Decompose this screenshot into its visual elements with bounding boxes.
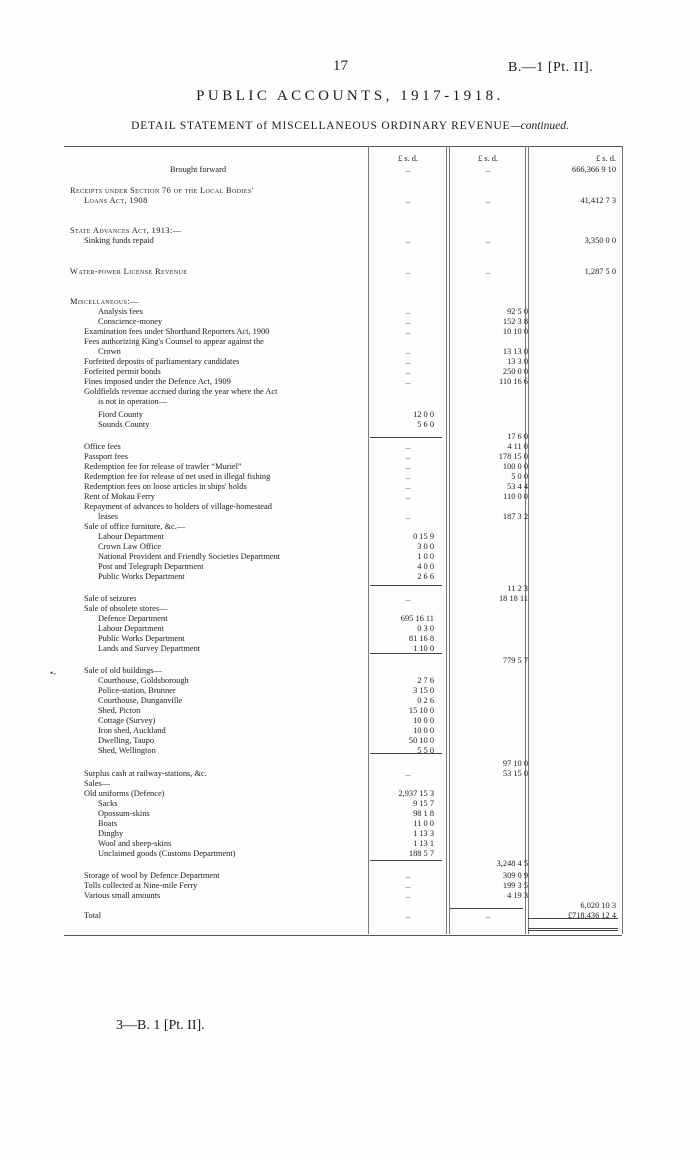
table-row <box>64 656 622 666</box>
table-row <box>64 666 622 676</box>
row-label: Sale of obsolete stores— <box>84 604 168 613</box>
amount-c3: 3,350 0 0 <box>584 236 616 245</box>
amount-c2: .. <box>485 196 491 205</box>
amount-c1: .. <box>405 594 411 603</box>
row-label: Tolls collected at Nine-mile Ferry <box>84 881 198 890</box>
amount-c3: 1,287 5 0 <box>584 267 616 276</box>
subtotal-rule <box>370 653 442 654</box>
amount-c2: 92 5 0 <box>507 307 528 316</box>
margin-mark: •‐ <box>50 668 57 678</box>
document-reference: B.—1 [Pt. II]. <box>508 60 594 75</box>
amount-c1: .. <box>405 452 411 461</box>
row-label: Post and Telegraph Department <box>98 562 204 571</box>
table-row <box>64 809 622 819</box>
amount-c2: 53 4 4 <box>507 482 528 491</box>
amount-c3: £718,436 12 4 <box>567 911 616 920</box>
row-label: Sales— <box>84 779 111 788</box>
row-label: Analysis fees <box>98 307 143 316</box>
column-header-1: £ s. d. <box>397 154 418 163</box>
amount-c1: 9 15 7 <box>413 799 434 808</box>
row-label: Lands and Survey Department <box>98 644 201 653</box>
amount-c1: .. <box>405 377 411 386</box>
amount-c2: 110 0 0 <box>503 492 528 501</box>
amount-c1: 2 6 6 <box>417 572 434 581</box>
amount-c2: .. <box>485 267 491 276</box>
amount-c1: .. <box>405 871 411 880</box>
subtotal-rule <box>370 437 442 438</box>
table-row <box>64 881 622 891</box>
amount-c1: 0 3 0 <box>417 624 434 633</box>
table-row <box>64 165 622 175</box>
amount-c2: 13 13 0 <box>502 347 528 356</box>
amount-c2: 199 3 5 <box>502 881 528 890</box>
row-label: Sacks <box>98 799 118 808</box>
page-number: 17 <box>333 58 348 74</box>
row-label: Shed, Picton <box>98 706 141 715</box>
row-label: Crown <box>98 347 121 356</box>
table-row <box>64 226 622 236</box>
table-row <box>64 482 622 492</box>
amount-c1: 1 0 0 <box>417 552 434 561</box>
table-row <box>64 584 622 594</box>
amount-c1: 0 15 9 <box>413 532 434 541</box>
amount-c1: 3 15 0 <box>413 686 434 695</box>
amount-c2: 4 11 0 <box>507 442 528 451</box>
row-label: Public Works Department <box>98 634 185 643</box>
row-label: Opossum-skins <box>98 809 150 818</box>
table-row <box>64 799 622 809</box>
table-row <box>64 502 622 512</box>
row-label: Dwelling, Taupo <box>98 736 155 745</box>
table-row <box>64 462 622 472</box>
subtotal-rule <box>370 860 442 861</box>
table-row <box>64 676 622 686</box>
row-label: Forfeited deposits of parliamentary candidates <box>84 357 240 366</box>
row-label: Public Works Department <box>98 572 185 581</box>
table-row <box>64 572 622 582</box>
table-row <box>64 706 622 716</box>
row-label: Unclaimed goods (Customs Department) <box>98 849 236 858</box>
row-label: Dinghy <box>98 829 124 838</box>
table-row <box>64 196 622 206</box>
row-label: State Advances Act, 1913:— <box>70 226 182 235</box>
amount-c1: .. <box>405 307 411 316</box>
amount-c1: .. <box>405 891 411 900</box>
row-label: Water-power License Revenue <box>70 267 188 276</box>
table-row <box>64 871 622 881</box>
table-row <box>64 859 622 869</box>
amount-c1: .. <box>405 881 411 890</box>
amount-c1: 2,937 15 3 <box>398 789 434 798</box>
row-label: Sale of old buildings— <box>84 666 162 675</box>
column-divider <box>622 146 623 934</box>
table-row <box>64 644 622 654</box>
amount-c1: 1 13 3 <box>413 829 434 838</box>
table-row <box>64 512 622 522</box>
table-row <box>64 452 622 462</box>
subtitle-continued: —continued. <box>510 120 569 132</box>
total-rule <box>528 918 618 919</box>
amount-c1: .. <box>405 317 411 326</box>
page-subtitle <box>0 120 700 132</box>
table-row <box>64 387 622 397</box>
row-label: Defence Department <box>98 614 168 623</box>
row-label: Goldfields revenue accrued during the year where the Act <box>84 387 278 396</box>
amount-c1: .. <box>405 512 411 521</box>
row-label: Fees authorizing King's Counsel to appear against the <box>84 337 264 346</box>
page-title: PUBLIC ACCOUNTS, 1917-1918. <box>196 88 504 104</box>
amount-c1: 4 0 0 <box>417 562 434 571</box>
amount-c2: 152 3 8 <box>502 317 528 326</box>
subtotal-rule <box>370 585 442 586</box>
row-label: Brought forward <box>170 165 227 174</box>
table-row <box>64 624 622 634</box>
amount-c1: .. <box>405 236 411 245</box>
table-row <box>64 432 622 442</box>
row-label: is not in operation— <box>98 397 168 406</box>
table-row <box>64 746 622 756</box>
amount-c1: .. <box>405 165 411 174</box>
row-label: Miscellaneous:— <box>70 297 139 306</box>
table-row <box>64 337 622 347</box>
table-row <box>64 594 622 604</box>
amount-c1: 5 5 0 <box>417 746 434 755</box>
table-row <box>64 317 622 327</box>
amount-c2: 3,248 4 5 <box>496 859 528 868</box>
row-label: Conscience-money <box>98 317 163 326</box>
footer-signature: 3—B. 1 [Pt. II]. <box>116 1018 205 1033</box>
table-row <box>64 442 622 452</box>
row-label: Redemption fee for release of trawler “Muriel” <box>84 462 242 471</box>
amount-c2: 97 10 0 <box>502 759 528 768</box>
amount-c2: 100 0 0 <box>502 462 528 471</box>
table-row <box>64 759 622 769</box>
table-row <box>64 604 622 614</box>
amount-c2: 4 19 3 <box>507 891 528 900</box>
table-row <box>64 347 622 357</box>
table-row <box>64 410 622 420</box>
table-row <box>64 736 622 746</box>
subtotal-rule <box>450 908 523 909</box>
row-label: Forfeited permit bonds <box>84 367 161 376</box>
row-label: Loans Act, 1908 <box>84 196 148 205</box>
row-label: Repayment of advances to holders of village-homestead <box>84 502 272 511</box>
row-label: Police-station, Brunner <box>98 686 176 695</box>
table-row <box>64 552 622 562</box>
table-row <box>64 634 622 644</box>
amount-c3: 666,366 9 10 <box>572 165 616 174</box>
table-row <box>64 357 622 367</box>
amount-c1: .. <box>405 347 411 356</box>
table-row <box>64 472 622 482</box>
table-row <box>64 849 622 859</box>
row-label: Office fees <box>84 442 121 451</box>
amount-c1: 0 2 6 <box>417 696 434 705</box>
table-row <box>64 696 622 706</box>
amount-c1: .. <box>405 196 411 205</box>
row-label: Redemption fee for release of net used in illegal fishing <box>84 472 271 481</box>
amount-c2: .. <box>485 911 491 920</box>
row-label: Various small amounts <box>84 891 161 900</box>
table-row <box>64 522 622 532</box>
table-row <box>64 726 622 736</box>
row-label: Old uniforms (Defence) <box>84 789 165 798</box>
row-label: Passport fees <box>84 452 128 461</box>
row-label: Rent of Mokau Ferry <box>84 492 155 501</box>
table-row <box>64 789 622 799</box>
table-row <box>64 911 622 921</box>
table-row <box>64 614 622 624</box>
row-label: Cottage (Survey) <box>98 716 156 725</box>
amount-c3: 41,412 7 3 <box>580 196 616 205</box>
amount-c1: 3 0 0 <box>417 542 434 551</box>
amount-c1: 5 6 0 <box>417 420 434 429</box>
amount-c1: .. <box>405 472 411 481</box>
amount-c1: .. <box>405 442 411 451</box>
amount-c1: .. <box>405 462 411 471</box>
table-row <box>64 492 622 502</box>
total-double-rule <box>528 928 618 931</box>
subtitle-main: DETAIL STATEMENT of MISCELLANEOUS ORDINARY REVENUE <box>131 120 511 132</box>
row-label: Iron shed, Auckland <box>98 726 166 735</box>
row-label: Storage of wool by Defence Department <box>84 871 220 880</box>
table-row <box>64 686 622 696</box>
table-row <box>64 307 622 317</box>
amount-c1: 1 13 1 <box>413 839 434 848</box>
amount-c1: 2 7 6 <box>417 676 434 685</box>
amount-c2: 18 18 11 <box>498 594 528 603</box>
row-label: Sinking funds repaid <box>84 236 154 245</box>
amount-c1: 1 10 0 <box>413 644 434 653</box>
amount-c1: 81 16 8 <box>408 634 434 643</box>
amount-c1: .. <box>405 267 411 276</box>
amount-c1: 50 10 0 <box>408 736 434 745</box>
table-row <box>64 420 622 430</box>
amount-c1: 98 1 8 <box>413 809 434 818</box>
row-label: Receipts under Section 76 of the Local Bodies' <box>70 186 254 195</box>
amount-c2: 17 6 0 <box>507 432 528 441</box>
column-header-3: £ s. d. <box>595 154 616 163</box>
amount-c1: 695 16 11 <box>400 614 434 623</box>
row-label: Sale of office furniture, &c.— <box>84 522 186 531</box>
table-row <box>64 267 622 277</box>
row-label: Examination fees under Shorthand Reporters Act, 1900 <box>84 327 270 336</box>
table-row <box>64 562 622 572</box>
row-label: Crown Law Office <box>98 542 162 551</box>
table-row <box>64 901 622 911</box>
column-header-2: £ s. d. <box>477 154 498 163</box>
table-row <box>64 542 622 552</box>
amount-c1: .. <box>405 357 411 366</box>
amount-c2: 250 0 0 <box>502 367 528 376</box>
amount-c1: .. <box>405 911 411 920</box>
row-label: Courthouse, Dunganville <box>98 696 183 705</box>
row-label: Wool and sheep-skins <box>98 839 172 848</box>
row-label: Fiord County <box>98 410 143 419</box>
table-row <box>64 891 622 901</box>
amount-c1: .. <box>405 327 411 336</box>
table-row <box>64 327 622 337</box>
amount-c1: 188 5 7 <box>408 849 434 858</box>
amount-c2: 11 2 3 <box>507 584 528 593</box>
table-row <box>64 367 622 377</box>
row-label: Labour Department <box>98 532 164 541</box>
table-row <box>64 829 622 839</box>
column-header-row <box>64 154 622 164</box>
row-label: Courthouse, Goldsborough <box>98 676 189 685</box>
amount-c2: 13 3 0 <box>507 357 528 366</box>
row-label: leases <box>98 512 118 521</box>
row-label: Surplus cash at railway-stations, &c. <box>84 769 207 778</box>
amount-c2: 187 3 2 <box>502 512 528 521</box>
row-label: Shed, Wellington <box>98 746 156 755</box>
amount-c1: 10 0 0 <box>413 726 434 735</box>
amount-c2: .. <box>485 165 491 174</box>
table-row <box>64 716 622 726</box>
table-row <box>64 769 622 779</box>
amount-c2: 110 16 6 <box>498 377 528 386</box>
row-label: Sounds County <box>98 420 150 429</box>
amount-c2: 779 5 7 <box>502 656 528 665</box>
amount-c3: 6,020 10 3 <box>580 901 616 910</box>
amount-c1: 11 0 0 <box>413 819 434 828</box>
amount-c1: 10 0 0 <box>413 716 434 725</box>
amount-c1: .. <box>405 482 411 491</box>
table-row <box>64 236 622 246</box>
amount-c1: 12 0 0 <box>413 410 434 419</box>
amount-c2: 53 15 0 <box>502 769 528 778</box>
amount-c2: 10 10 0 <box>502 327 528 336</box>
amount-c2: 178 15 0 <box>498 452 528 461</box>
table-row <box>64 397 622 407</box>
row-label: Labour Department <box>98 624 164 633</box>
amount-c2: 309 0 9 <box>502 871 528 880</box>
row-label: Fines imposed under the Defence Act, 1909 <box>84 377 231 386</box>
amount-c2: .. <box>485 236 491 245</box>
table-row <box>64 839 622 849</box>
amount-c1: .. <box>405 769 411 778</box>
amount-c1: .. <box>405 367 411 376</box>
row-label: Redemption fees on loose articles in ships' holds <box>84 482 247 491</box>
table-row <box>64 819 622 829</box>
row-label: Total <box>84 911 102 920</box>
amount-c2: 5 0 0 <box>511 472 528 481</box>
subtotal-rule <box>370 753 442 754</box>
amount-c1: .. <box>405 492 411 501</box>
row-label: National Provident and Friendly Societies Department <box>98 552 281 561</box>
table-row <box>64 779 622 789</box>
amount-c1: 15 10 0 <box>408 706 434 715</box>
table-row <box>64 532 622 542</box>
row-label: Sale of seizures <box>84 594 137 603</box>
table-row <box>64 297 622 307</box>
table-row <box>64 377 622 387</box>
row-label: Boats <box>98 819 118 828</box>
table-row <box>64 186 622 196</box>
